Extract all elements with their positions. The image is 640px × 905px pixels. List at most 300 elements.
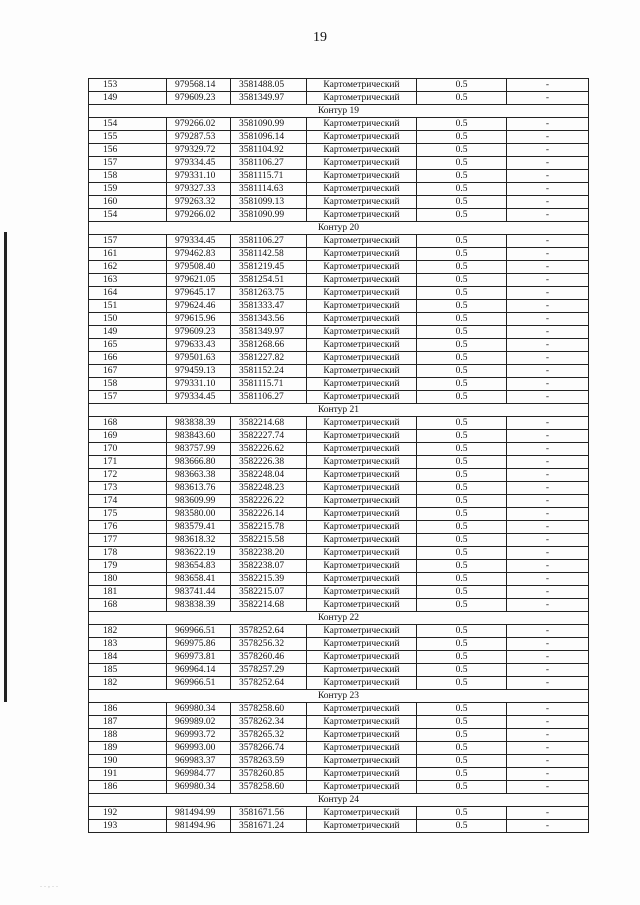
x-coordinate-cell: 969966.51 xyxy=(167,677,231,690)
method-cell: Картометрический xyxy=(307,443,417,456)
table-row xyxy=(89,391,589,404)
point-number-cell: 183 xyxy=(89,638,167,651)
method-cell: Картометрический xyxy=(307,131,417,144)
method-cell: Картометрический xyxy=(307,625,417,638)
point-number-cell: 187 xyxy=(89,716,167,729)
table-row xyxy=(89,560,589,573)
x-coordinate-cell: 979568.14 xyxy=(167,79,231,92)
x-coordinate-cell: 979624.46 xyxy=(167,300,231,313)
table-row xyxy=(89,547,589,560)
y-coordinate-cell: 3581254.51 xyxy=(231,274,307,287)
x-coordinate-cell: 979615.96 xyxy=(167,313,231,326)
point-number-cell: 163 xyxy=(89,274,167,287)
contour-label: Контур 19 xyxy=(89,105,589,118)
note-cell: - xyxy=(507,170,589,183)
table-row xyxy=(89,430,589,443)
table-row xyxy=(89,781,589,794)
precision-cell: 0.5 xyxy=(417,807,507,820)
y-coordinate-cell: 3582214.68 xyxy=(231,599,307,612)
point-number-cell: 190 xyxy=(89,755,167,768)
point-number-cell: 168 xyxy=(89,599,167,612)
contour-label: Контур 23 xyxy=(89,690,589,703)
precision-cell: 0.5 xyxy=(417,586,507,599)
table-row xyxy=(89,157,589,170)
table-row xyxy=(89,703,589,716)
point-number-cell: 178 xyxy=(89,547,167,560)
y-coordinate-cell: 3581099.13 xyxy=(231,196,307,209)
x-coordinate-cell: 979263.32 xyxy=(167,196,231,209)
method-cell: Картометрический xyxy=(307,391,417,404)
y-coordinate-cell: 3581333.47 xyxy=(231,300,307,313)
note-cell: - xyxy=(507,300,589,313)
point-number-cell: 177 xyxy=(89,534,167,547)
table-row xyxy=(89,729,589,742)
y-coordinate-cell: 3581114.63 xyxy=(231,183,307,196)
note-cell: - xyxy=(507,131,589,144)
note-cell: - xyxy=(507,248,589,261)
method-cell: Картометрический xyxy=(307,716,417,729)
precision-cell: 0.5 xyxy=(417,755,507,768)
y-coordinate-cell: 3578260.85 xyxy=(231,768,307,781)
note-cell: - xyxy=(507,716,589,729)
point-number-cell: 160 xyxy=(89,196,167,209)
x-coordinate-cell: 983609.99 xyxy=(167,495,231,508)
point-number-cell: 165 xyxy=(89,339,167,352)
x-coordinate-cell: 983838.39 xyxy=(167,417,231,430)
y-coordinate-cell: 3581219.45 xyxy=(231,261,307,274)
note-cell: - xyxy=(507,430,589,443)
precision-cell: 0.5 xyxy=(417,92,507,105)
x-coordinate-cell: 979327.33 xyxy=(167,183,231,196)
x-coordinate-cell: 979459.13 xyxy=(167,365,231,378)
table-row xyxy=(89,807,589,820)
x-coordinate-cell: 979334.45 xyxy=(167,235,231,248)
precision-cell: 0.5 xyxy=(417,287,507,300)
y-coordinate-cell: 3582226.14 xyxy=(231,508,307,521)
contour-header-row xyxy=(89,612,589,625)
point-number-cell: 158 xyxy=(89,378,167,391)
point-number-cell: 158 xyxy=(89,170,167,183)
method-cell: Картометрический xyxy=(307,79,417,92)
method-cell: Картометрический xyxy=(307,456,417,469)
precision-cell: 0.5 xyxy=(417,677,507,690)
point-number-cell: 149 xyxy=(89,326,167,339)
table-row xyxy=(89,716,589,729)
x-coordinate-cell: 981494.96 xyxy=(167,820,231,833)
x-coordinate-cell: 969975.86 xyxy=(167,638,231,651)
y-coordinate-cell: 3582238.20 xyxy=(231,547,307,560)
table-row xyxy=(89,508,589,521)
table-row xyxy=(89,326,589,339)
table-row xyxy=(89,248,589,261)
y-coordinate-cell: 3578257.29 xyxy=(231,664,307,677)
y-coordinate-cell: 3581268.66 xyxy=(231,339,307,352)
precision-cell: 0.5 xyxy=(417,170,507,183)
method-cell: Картометрический xyxy=(307,807,417,820)
table-body xyxy=(89,79,589,833)
note-cell: - xyxy=(507,365,589,378)
contour-header-row xyxy=(89,404,589,417)
precision-cell: 0.5 xyxy=(417,820,507,833)
note-cell: - xyxy=(507,768,589,781)
precision-cell: 0.5 xyxy=(417,768,507,781)
precision-cell: 0.5 xyxy=(417,482,507,495)
y-coordinate-cell: 3581096.14 xyxy=(231,131,307,144)
method-cell: Картометрический xyxy=(307,300,417,313)
precision-cell: 0.5 xyxy=(417,391,507,404)
precision-cell: 0.5 xyxy=(417,573,507,586)
table-row xyxy=(89,365,589,378)
precision-cell: 0.5 xyxy=(417,534,507,547)
point-number-cell: 151 xyxy=(89,300,167,313)
y-coordinate-cell: 3578265.32 xyxy=(231,729,307,742)
precision-cell: 0.5 xyxy=(417,118,507,131)
note-cell: - xyxy=(507,313,589,326)
y-coordinate-cell: 3581106.27 xyxy=(231,391,307,404)
method-cell: Картометрический xyxy=(307,183,417,196)
table-row xyxy=(89,300,589,313)
y-coordinate-cell: 3578263.59 xyxy=(231,755,307,768)
point-number-cell: 174 xyxy=(89,495,167,508)
y-coordinate-cell: 3582248.23 xyxy=(231,482,307,495)
y-coordinate-cell: 3582226.22 xyxy=(231,495,307,508)
note-cell: - xyxy=(507,755,589,768)
method-cell: Картометрический xyxy=(307,508,417,521)
table-row xyxy=(89,573,589,586)
note-cell: - xyxy=(507,599,589,612)
method-cell: Картометрический xyxy=(307,92,417,105)
point-number-cell: 154 xyxy=(89,209,167,222)
note-cell: - xyxy=(507,287,589,300)
method-cell: Картометрический xyxy=(307,352,417,365)
y-coordinate-cell: 3581227.82 xyxy=(231,352,307,365)
y-coordinate-cell: 3578256.32 xyxy=(231,638,307,651)
contour-header-row xyxy=(89,794,589,807)
point-number-cell: 161 xyxy=(89,248,167,261)
x-coordinate-cell: 969984.77 xyxy=(167,768,231,781)
note-cell: - xyxy=(507,196,589,209)
note-cell: - xyxy=(507,508,589,521)
x-coordinate-cell: 969989.02 xyxy=(167,716,231,729)
x-coordinate-cell: 983838.39 xyxy=(167,599,231,612)
x-coordinate-cell: 979287.53 xyxy=(167,131,231,144)
y-coordinate-cell: 3581142.58 xyxy=(231,248,307,261)
method-cell: Картометрический xyxy=(307,820,417,833)
point-number-cell: 157 xyxy=(89,391,167,404)
note-cell: - xyxy=(507,235,589,248)
table-row xyxy=(89,469,589,482)
point-number-cell: 157 xyxy=(89,235,167,248)
x-coordinate-cell: 979266.02 xyxy=(167,118,231,131)
point-number-cell: 162 xyxy=(89,261,167,274)
note-cell: - xyxy=(507,677,589,690)
table-row xyxy=(89,677,589,690)
method-cell: Картометрический xyxy=(307,248,417,261)
point-number-cell: 164 xyxy=(89,287,167,300)
point-number-cell: 172 xyxy=(89,469,167,482)
y-coordinate-cell: 3578262.34 xyxy=(231,716,307,729)
y-coordinate-cell: 3581106.27 xyxy=(231,235,307,248)
method-cell: Картометрический xyxy=(307,209,417,222)
note-cell: - xyxy=(507,443,589,456)
table-row xyxy=(89,170,589,183)
method-cell: Картометрический xyxy=(307,326,417,339)
point-number-cell: 157 xyxy=(89,157,167,170)
y-coordinate-cell: 3581104.92 xyxy=(231,144,307,157)
method-cell: Картометрический xyxy=(307,521,417,534)
table-row xyxy=(89,261,589,274)
point-number-cell: 153 xyxy=(89,79,167,92)
note-cell: - xyxy=(507,586,589,599)
precision-cell: 0.5 xyxy=(417,430,507,443)
contour-label: Контур 24 xyxy=(89,794,589,807)
method-cell: Картометрический xyxy=(307,118,417,131)
note-cell: - xyxy=(507,625,589,638)
method-cell: Картометрический xyxy=(307,586,417,599)
y-coordinate-cell: 3581349.97 xyxy=(231,326,307,339)
table-row xyxy=(89,118,589,131)
scan-edge-mark xyxy=(4,232,7,702)
precision-cell: 0.5 xyxy=(417,495,507,508)
table-row xyxy=(89,313,589,326)
note-cell: - xyxy=(507,547,589,560)
point-number-cell: 150 xyxy=(89,313,167,326)
coordinates-table xyxy=(88,78,589,833)
precision-cell: 0.5 xyxy=(417,248,507,261)
note-cell: - xyxy=(507,209,589,222)
method-cell: Картометрический xyxy=(307,157,417,170)
x-coordinate-cell: 979331.10 xyxy=(167,170,231,183)
note-cell: - xyxy=(507,144,589,157)
note-cell: - xyxy=(507,92,589,105)
table-row xyxy=(89,378,589,391)
precision-cell: 0.5 xyxy=(417,508,507,521)
x-coordinate-cell: 983618.32 xyxy=(167,534,231,547)
point-number-cell: 189 xyxy=(89,742,167,755)
note-cell: - xyxy=(507,157,589,170)
point-number-cell: 184 xyxy=(89,651,167,664)
precision-cell: 0.5 xyxy=(417,560,507,573)
point-number-cell: 149 xyxy=(89,92,167,105)
y-coordinate-cell: 3581263.75 xyxy=(231,287,307,300)
note-cell: - xyxy=(507,703,589,716)
point-number-cell: 159 xyxy=(89,183,167,196)
precision-cell: 0.5 xyxy=(417,209,507,222)
table-row xyxy=(89,92,589,105)
table-row xyxy=(89,755,589,768)
precision-cell: 0.5 xyxy=(417,729,507,742)
x-coordinate-cell: 983741.44 xyxy=(167,586,231,599)
table-row xyxy=(89,599,589,612)
precision-cell: 0.5 xyxy=(417,456,507,469)
table-row xyxy=(89,417,589,430)
note-cell: - xyxy=(507,664,589,677)
note-cell: - xyxy=(507,183,589,196)
table-row xyxy=(89,274,589,287)
table-row xyxy=(89,742,589,755)
precision-cell: 0.5 xyxy=(417,313,507,326)
y-coordinate-cell: 3581488.05 xyxy=(231,79,307,92)
x-coordinate-cell: 983658.41 xyxy=(167,573,231,586)
table-row xyxy=(89,664,589,677)
y-coordinate-cell: 3582248.04 xyxy=(231,469,307,482)
contour-label: Контур 22 xyxy=(89,612,589,625)
method-cell: Картометрический xyxy=(307,742,417,755)
point-number-cell: 179 xyxy=(89,560,167,573)
method-cell: Картометрический xyxy=(307,573,417,586)
method-cell: Картометрический xyxy=(307,339,417,352)
method-cell: Картометрический xyxy=(307,547,417,560)
precision-cell: 0.5 xyxy=(417,599,507,612)
point-number-cell: 193 xyxy=(89,820,167,833)
method-cell: Картометрический xyxy=(307,469,417,482)
x-coordinate-cell: 979334.45 xyxy=(167,391,231,404)
method-cell: Картометрический xyxy=(307,638,417,651)
y-coordinate-cell: 3582226.62 xyxy=(231,443,307,456)
method-cell: Картометрический xyxy=(307,534,417,547)
note-cell: - xyxy=(507,807,589,820)
y-coordinate-cell: 3581349.97 xyxy=(231,92,307,105)
method-cell: Картометрический xyxy=(307,781,417,794)
y-coordinate-cell: 3582215.07 xyxy=(231,586,307,599)
note-cell: - xyxy=(507,521,589,534)
y-coordinate-cell: 3578258.60 xyxy=(231,781,307,794)
precision-cell: 0.5 xyxy=(417,625,507,638)
x-coordinate-cell: 969993.72 xyxy=(167,729,231,742)
x-coordinate-cell: 979621.05 xyxy=(167,274,231,287)
y-coordinate-cell: 3578260.46 xyxy=(231,651,307,664)
note-cell: - xyxy=(507,651,589,664)
note-cell: - xyxy=(507,742,589,755)
note-cell: - xyxy=(507,326,589,339)
point-number-cell: 171 xyxy=(89,456,167,469)
method-cell: Картометрический xyxy=(307,313,417,326)
table-row xyxy=(89,586,589,599)
x-coordinate-cell: 969980.34 xyxy=(167,703,231,716)
y-coordinate-cell: 3578258.60 xyxy=(231,703,307,716)
precision-cell: 0.5 xyxy=(417,443,507,456)
point-number-cell: 176 xyxy=(89,521,167,534)
page-number: 19 xyxy=(313,30,327,45)
point-number-cell: 181 xyxy=(89,586,167,599)
precision-cell: 0.5 xyxy=(417,651,507,664)
x-coordinate-cell: 979633.43 xyxy=(167,339,231,352)
note-cell: - xyxy=(507,820,589,833)
x-coordinate-cell: 979329.72 xyxy=(167,144,231,157)
y-coordinate-cell: 3581090.99 xyxy=(231,209,307,222)
x-coordinate-cell: 979645.17 xyxy=(167,287,231,300)
precision-cell: 0.5 xyxy=(417,261,507,274)
note-cell: - xyxy=(507,495,589,508)
method-cell: Картометрический xyxy=(307,378,417,391)
note-cell: - xyxy=(507,638,589,651)
x-coordinate-cell: 983613.76 xyxy=(167,482,231,495)
point-number-cell: 166 xyxy=(89,352,167,365)
method-cell: Картометрический xyxy=(307,664,417,677)
precision-cell: 0.5 xyxy=(417,716,507,729)
table-row xyxy=(89,339,589,352)
x-coordinate-cell: 979334.45 xyxy=(167,157,231,170)
contour-label: Контур 21 xyxy=(89,404,589,417)
note-cell: - xyxy=(507,274,589,287)
x-coordinate-cell: 983580.00 xyxy=(167,508,231,521)
y-coordinate-cell: 3582227.74 xyxy=(231,430,307,443)
point-number-cell: 182 xyxy=(89,677,167,690)
note-cell: - xyxy=(507,261,589,274)
x-coordinate-cell: 979331.10 xyxy=(167,378,231,391)
point-number-cell: 169 xyxy=(89,430,167,443)
x-coordinate-cell: 983579.41 xyxy=(167,521,231,534)
contour-header-row xyxy=(89,222,589,235)
method-cell: Картометрический xyxy=(307,768,417,781)
precision-cell: 0.5 xyxy=(417,664,507,677)
precision-cell: 0.5 xyxy=(417,365,507,378)
precision-cell: 0.5 xyxy=(417,547,507,560)
note-cell: - xyxy=(507,417,589,430)
table-row xyxy=(89,521,589,534)
note-cell: - xyxy=(507,391,589,404)
precision-cell: 0.5 xyxy=(417,79,507,92)
table-row xyxy=(89,196,589,209)
table-row xyxy=(89,235,589,248)
coordinates-table-container xyxy=(88,78,588,833)
note-cell: - xyxy=(507,560,589,573)
footer-marks: . . , . . xyxy=(40,880,58,889)
note-cell: - xyxy=(507,456,589,469)
precision-cell: 0.5 xyxy=(417,183,507,196)
y-coordinate-cell: 3581671.56 xyxy=(231,807,307,820)
y-coordinate-cell: 3581115.71 xyxy=(231,170,307,183)
precision-cell: 0.5 xyxy=(417,157,507,170)
table-row xyxy=(89,820,589,833)
y-coordinate-cell: 3581115.71 xyxy=(231,378,307,391)
y-coordinate-cell: 3581106.27 xyxy=(231,157,307,170)
method-cell: Картометрический xyxy=(307,560,417,573)
point-number-cell: 173 xyxy=(89,482,167,495)
x-coordinate-cell: 979501.63 xyxy=(167,352,231,365)
y-coordinate-cell: 3582214.68 xyxy=(231,417,307,430)
x-coordinate-cell: 969980.34 xyxy=(167,781,231,794)
table-row xyxy=(89,534,589,547)
point-number-cell: 180 xyxy=(89,573,167,586)
point-number-cell: 154 xyxy=(89,118,167,131)
y-coordinate-cell: 3582215.39 xyxy=(231,573,307,586)
note-cell: - xyxy=(507,118,589,131)
x-coordinate-cell: 979462.83 xyxy=(167,248,231,261)
x-coordinate-cell: 979266.02 xyxy=(167,209,231,222)
method-cell: Картометрический xyxy=(307,482,417,495)
note-cell: - xyxy=(507,729,589,742)
table-row xyxy=(89,79,589,92)
x-coordinate-cell: 969993.00 xyxy=(167,742,231,755)
note-cell: - xyxy=(507,573,589,586)
table-row xyxy=(89,638,589,651)
precision-cell: 0.5 xyxy=(417,131,507,144)
y-coordinate-cell: 3581671.24 xyxy=(231,820,307,833)
table-row xyxy=(89,482,589,495)
x-coordinate-cell: 981494.99 xyxy=(167,807,231,820)
point-number-cell: 175 xyxy=(89,508,167,521)
precision-cell: 0.5 xyxy=(417,417,507,430)
y-coordinate-cell: 3578252.64 xyxy=(231,677,307,690)
precision-cell: 0.5 xyxy=(417,352,507,365)
point-number-cell: 167 xyxy=(89,365,167,378)
method-cell: Картометрический xyxy=(307,495,417,508)
note-cell: - xyxy=(507,482,589,495)
table-row xyxy=(89,287,589,300)
table-row xyxy=(89,144,589,157)
table-row xyxy=(89,456,589,469)
